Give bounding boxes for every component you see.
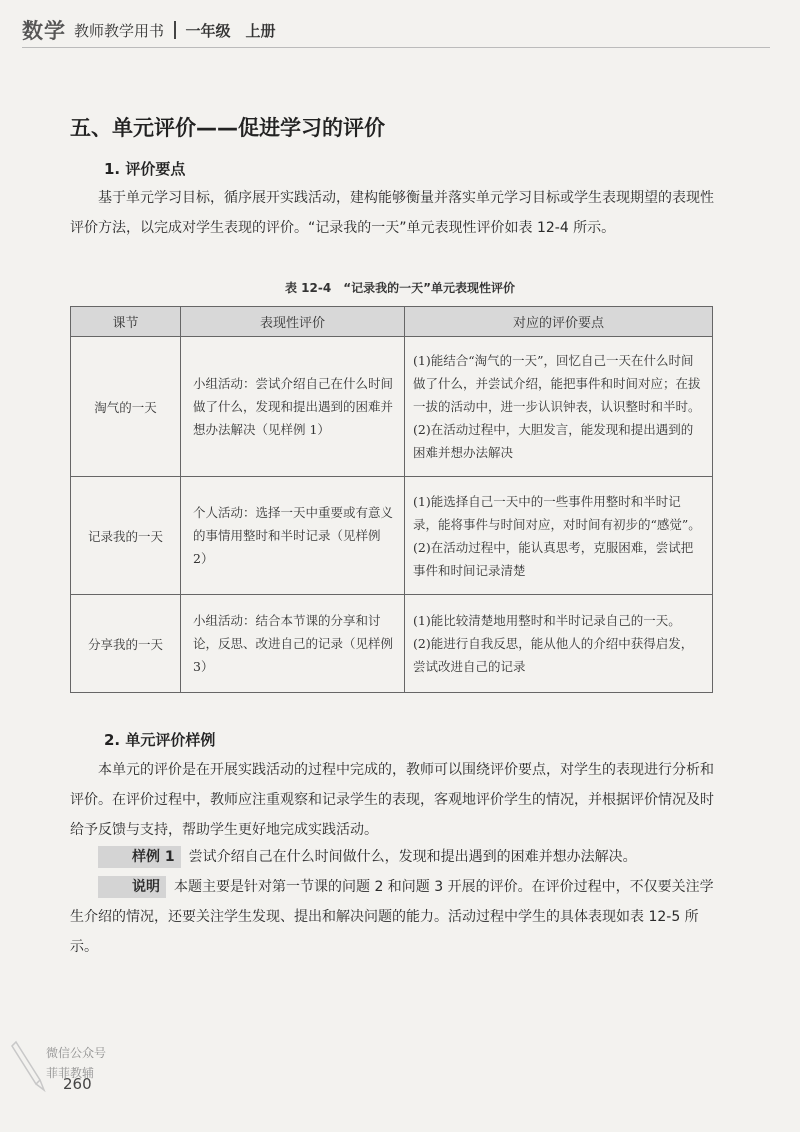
subsection-2-title: 2. 单元评价样例 xyxy=(104,731,216,749)
watermark-line-1: 微信公众号 xyxy=(46,1046,107,1060)
point-item: (1)能比较清楚地用整时和半时记录自己的一天。 xyxy=(413,613,681,628)
subsection-2-paragraph: 本单元的评价是在开展实践活动的过程中完成的，教师可以围绕评价要点，对学生的表现进行分析和评价。在评价过程中，教师应注重观察和记录学生的表现，客观地评价学生的情况，并根据评价情况及时给予反馈与支持，帮助学生更好地完成实践活动。 xyxy=(70,762,714,838)
pencil-icon xyxy=(10,1034,50,1094)
performance-cell: 个人活动：选择一天中重要或有意义的事情用整时和半时记录（见样例 2） xyxy=(181,477,405,595)
page-number: 260 xyxy=(63,1075,92,1093)
point-item: (1)能结合“淘气的一天”，回忆自己一天在什么时间做了什么，并尝试介绍，能把事件和时间对应；在拔一拔的活动中，进一步认识钟表，认识整时和半时。 xyxy=(413,353,701,414)
header-separator xyxy=(174,21,176,39)
note-paragraph xyxy=(70,872,720,962)
performance-cell: 小组活动：结合本节课的分享和讨论，反思、改进自己的记录（见样例 3） xyxy=(181,595,405,693)
header-divider xyxy=(22,47,770,48)
subsection-1-title: 1. 评价要点 xyxy=(104,160,186,178)
points-cell xyxy=(405,337,713,477)
grade-label: 一年级 上册 xyxy=(185,21,276,40)
point-item: (2)在活动过程中，大胆发言，能发现和提出遇到的困难并想办法解决 xyxy=(413,422,694,460)
column-header-points: 对应的评价要点 xyxy=(405,307,713,337)
note-tag: 说明 xyxy=(98,876,166,898)
note-text: 本题主要是针对第一节课的问题 2 和问题 3 开展的评价。在评价过程中，不仅要关注学生介绍的情况，还要关注学生发现、提出和解决问题的能力。活动过程中学生的具体表现如表 12-5 所示。 xyxy=(70,879,714,955)
points-cell xyxy=(405,595,713,693)
point-item: (2)在活动过程中，能认真思考，克服困难，尝试把事件和时间记录清楚 xyxy=(413,539,694,578)
subsection-1-paragraph: 基于单元学习目标，循序展开实践活动，建构能够衡量并落实单元学习目标或学生表现期望的表现性评价方法，以完成对学生表现的评价。“记录我的一天”单元表现性评价如表 12-4 所示。 xyxy=(70,190,714,236)
performance-cell: 小组活动：尝试介绍自己在什么时间做了什么，发现和提出遇到的困难并想办法解决（见样例 1） xyxy=(181,337,405,477)
table-row xyxy=(71,477,713,595)
watermark-line-2: 菲菲教辅 xyxy=(46,1066,95,1080)
watermark xyxy=(10,1030,120,1110)
example-1-line xyxy=(70,842,720,872)
example-tag: 样例 1 xyxy=(98,846,181,868)
lesson-cell: 记录我的一天 xyxy=(71,477,181,595)
section-title: 五、单元评价——促进学习的评价 xyxy=(70,116,385,140)
point-item: (1)能选择自己一天中的一些事件用整时和半时记录，能将事件与时间对应，对时间有初步的“感觉”。 xyxy=(413,493,701,532)
lesson-cell: 分享我的一天 xyxy=(71,595,181,693)
table-row xyxy=(71,337,713,477)
points-cell xyxy=(405,477,713,595)
column-header-performance: 表现性评价 xyxy=(181,307,405,337)
column-header-lesson: 课节 xyxy=(71,307,181,337)
subject-logo: 数学 xyxy=(22,18,66,43)
point-item: (2)能进行自我反思，能从他人的介绍中获得启发，尝试改进自己的记录 xyxy=(413,636,694,674)
table-row xyxy=(71,595,713,693)
evaluation-table xyxy=(70,306,713,693)
book-title: 教师教学用书 xyxy=(74,21,165,40)
table-caption: 表 12-4 “记录我的一天”单元表现性评价 xyxy=(285,281,515,295)
running-header xyxy=(22,14,276,46)
table-header-row xyxy=(71,307,713,337)
example-text: 尝试介绍自己在什么时间做什么，发现和提出遇到的困难并想办法解决。 xyxy=(188,849,637,865)
lesson-cell: 淘气的一天 xyxy=(71,337,181,477)
